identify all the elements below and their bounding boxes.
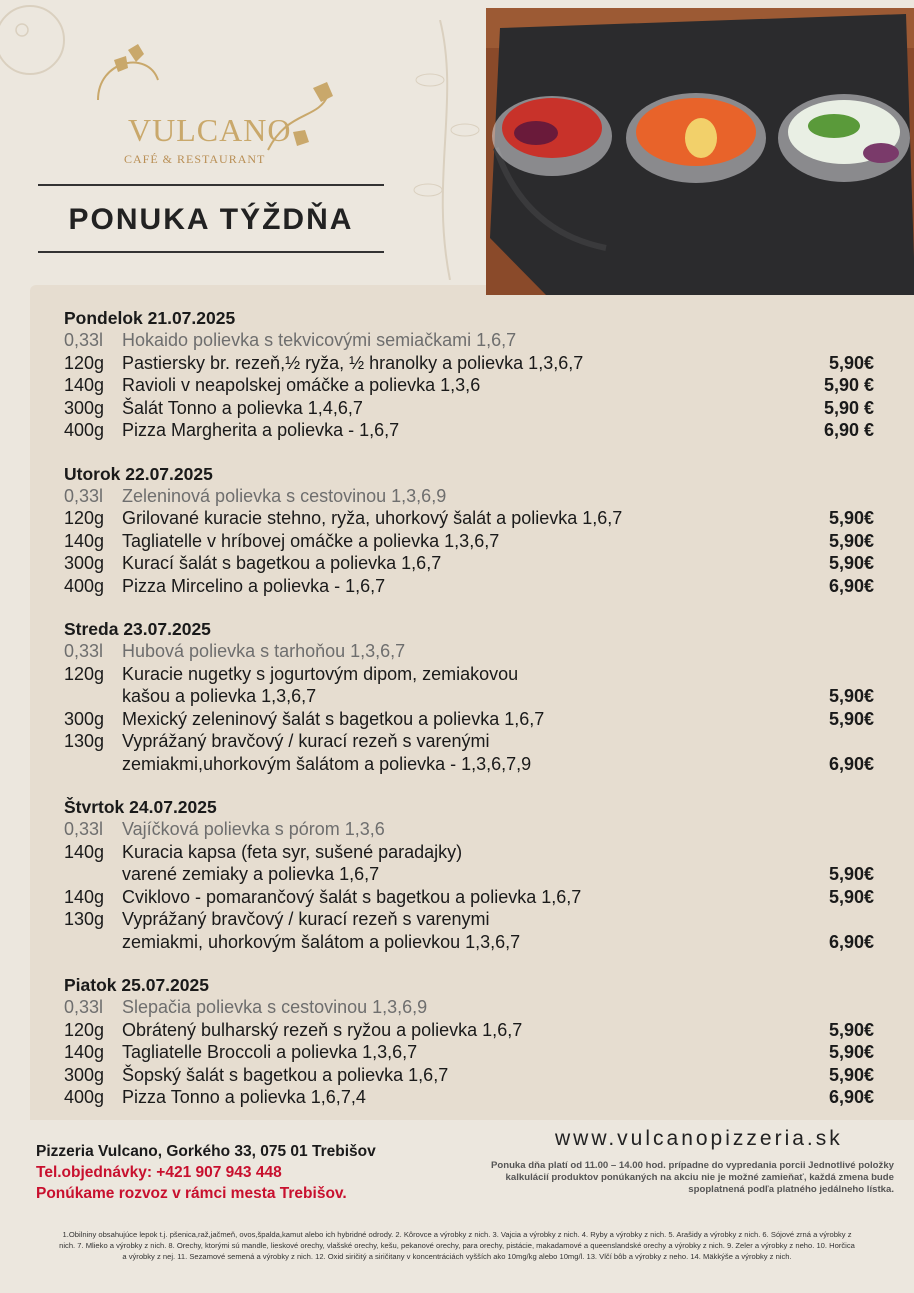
soup-row <box>64 329 874 352</box>
dish-name: zemiakmi, uhorkovým šalátom a polievkou 1,3,6,7 <box>122 931 521 952</box>
dish-price: 5,90€ <box>828 553 874 573</box>
dish-price: 6,90€ <box>828 575 874 596</box>
dish-row <box>64 507 874 530</box>
dish-name: Slepačia polievka s cestovinou 1,3,6,9 <box>122 997 428 1017</box>
dish-price: 5,90€ <box>828 1019 874 1040</box>
dish-weight: 140g <box>64 886 105 907</box>
dish-row <box>64 663 874 686</box>
salad-bowls-photo <box>486 8 914 295</box>
dish-weight: 400g <box>64 420 105 440</box>
dish-price: 6,90€ <box>828 753 874 774</box>
soup-row <box>64 818 874 841</box>
dish-name: Zeleninová polievka s cestovinou 1,3,6,9 <box>122 485 447 506</box>
dish-price: 5,90 € <box>823 375 874 395</box>
dish-price: 5,90€ <box>828 686 874 706</box>
brand-name: VULCANO <box>128 112 292 148</box>
dish-row <box>64 863 874 886</box>
dish-name: Kurací šalát s bagetkou a polievka 1,6,7 <box>122 553 442 573</box>
day-heading: Streda 23.07.2025 <box>64 619 211 639</box>
dish-row <box>64 419 874 442</box>
day-heading: Štvrtok 24.07.2025 <box>64 797 217 817</box>
weekly-menu <box>64 307 874 1130</box>
dish-price: 5,90€ <box>828 708 874 729</box>
day-heading: Piatok 25.07.2025 <box>64 975 209 995</box>
dish-price <box>812 818 874 841</box>
day-section <box>64 618 874 775</box>
dish-row <box>64 908 874 931</box>
brand-subtitle: CAFÉ & RESTAURANT <box>124 152 266 166</box>
dish-weight: 140g <box>64 530 105 551</box>
dish-weight: 300g <box>64 708 105 729</box>
dish-name: kašou a polievka 1,3,6,7 <box>122 686 317 706</box>
phone-orders: Tel.objednávky: +421 907 943 448 <box>36 1164 282 1181</box>
dish-price: 5,90€ <box>828 886 874 907</box>
dish-weight: 0,33l <box>64 641 104 661</box>
tomato-sketch-icon <box>0 0 80 90</box>
dish-row <box>64 1019 874 1042</box>
restaurant-address: Pizzeria Vulcano, Gorkého 33, 075 01 Trebišov <box>36 1143 376 1160</box>
dish-name: Ravioli v neapolskej omáčke a polievka 1,3,6 <box>122 375 481 395</box>
dish-name: Hokaido polievka s tekvicovými semiačkami 1,6,7 <box>122 330 517 350</box>
dish-price: 5,90€ <box>828 530 874 551</box>
dish-name: Kuracia kapsa (feta syr, sušené paradajky) <box>122 841 463 862</box>
delivery-info: Ponúkame rozvoz v rámci mesta Trebišov. <box>36 1185 347 1202</box>
dish-weight: 120g <box>64 663 105 684</box>
dish-name: Vyprážaný bravčový / kurací rezeň s varenými <box>122 731 490 751</box>
dish-row <box>64 886 874 909</box>
dish-name: Obrátený bulharský rezeň s ryžou a polievka 1,6,7 <box>122 1019 523 1040</box>
dish-row <box>64 730 874 753</box>
dish-name: Hubová polievka s tarhoňou 1,3,6,7 <box>122 641 406 661</box>
soup-row <box>64 485 874 508</box>
contact-block <box>36 1141 376 1204</box>
dish-price: 5,90€ <box>828 1064 874 1085</box>
dish-row <box>64 575 874 598</box>
dish-weight: 400g <box>64 575 105 596</box>
dish-weight: 120g <box>64 508 105 528</box>
dish-name: Vajíčková polievka s pórom 1,3,6 <box>122 819 385 839</box>
olive-branch-sketch-icon <box>400 20 490 280</box>
dish-weight: 140g <box>64 1042 105 1062</box>
dish-weight: 300g <box>64 397 105 418</box>
dish-price: 5,90 € <box>823 397 874 418</box>
dish-name: Pizza Mircelino a polievka - 1,6,7 <box>122 575 386 596</box>
dish-price: 5,90€ <box>828 1042 874 1062</box>
dish-row <box>64 753 874 776</box>
dish-weight: 0,33l <box>64 330 104 350</box>
soup-row <box>64 640 874 663</box>
title-rule-bottom <box>38 251 384 253</box>
allergen-list: 1.Obilniny obsahujúce lepok t.j. pšenica,raž,jačmeň, ovos,špalda,kamut alebo ich hybridné odrody. 2. Kôrovce a výrobky z nich. 3. Vajcia a výrobky z nich. 4. Ryby a výrobky z nich. 5. Arašidy a výrobky z nich. 6. Sójové zrná a výrobky z nich. 7. Mlieko a výrobky z nich. 8. Orechy, ktorými sú mandle, lieskové orechy, vlašské orechy, kešu, pekanové orechy, para orechy, pistácie, makadamové a queenslandské orechy a výrobky z nich. 9. Zeler a výrobky z neho. 10. Horčica a výrobky z nej. 11. Sezamové semená a výrobky z nich. 12. Oxid siričitý a siričitany v koncentráciách vyšších ako 10mg/kg alebo 10mg/l. 13. Vlčí bôb a výrobky z neho. 14. Mäkkýše a výrobky z nich. <box>59 1230 855 1261</box>
dish-name: Kuracie nugetky s jogurtovým dipom, zemiakovou <box>122 663 519 684</box>
dish-name: Tagliatelle Broccoli a polievka 1,3,6,7 <box>122 1042 418 1062</box>
dish-price <box>812 730 874 753</box>
dish-price <box>812 485 874 508</box>
day-heading: Pondelok 21.07.2025 <box>64 308 236 328</box>
dish-price: 5,90€ <box>828 864 874 884</box>
dish-price: 6,90€ <box>828 931 874 952</box>
dish-name: Pastiersky br. rezeň,½ ryža, ½ hranolky a polievka 1,3,6,7 <box>122 352 584 373</box>
dish-weight: 130g <box>64 731 105 751</box>
offer-note: Ponuka dňa platí od 11.00 – 14.00 hod. prípadne do vypredania porcii Jednotlivé položky kalkulácií produktov ponúkaných na akciu nie je možné zamieňať, každá zmena bude spoplatnená podľa platného jedálneho lístka. <box>490 1160 894 1195</box>
soup-row <box>64 996 874 1019</box>
dish-weight: 120g <box>64 352 105 373</box>
dish-weight: 130g <box>64 909 105 929</box>
dish-row <box>64 708 874 731</box>
dish-weight: 120g <box>64 1019 105 1040</box>
dish-weight: 140g <box>64 841 105 862</box>
dish-row <box>64 374 874 397</box>
dish-row <box>64 841 874 864</box>
day-section <box>64 796 874 953</box>
dish-price <box>812 996 874 1019</box>
dish-weight: 140g <box>64 375 105 395</box>
dish-name: Vyprážaný bravčový / kurací rezeň s varenymi <box>122 909 490 929</box>
dish-name: Pizza Margherita a polievka - 1,6,7 <box>122 420 400 440</box>
dish-weight: 0,33l <box>64 485 104 506</box>
dish-weight: 400g <box>64 1087 105 1107</box>
dish-name: Cviklovo - pomarančový šalát s bagetkou a polievka 1,6,7 <box>122 886 582 907</box>
dish-weight: 300g <box>64 1064 105 1085</box>
dish-row <box>64 552 874 575</box>
dish-price <box>812 841 874 864</box>
dish-row <box>64 685 874 708</box>
day-section <box>64 307 874 442</box>
dish-row <box>64 1064 874 1087</box>
dish-name: varené zemiaky a polievka 1,6,7 <box>122 864 380 884</box>
dish-name: Šopský šalát s bagetkou a polievka 1,6,7 <box>122 1064 449 1085</box>
dish-row <box>64 1086 874 1109</box>
dish-row <box>64 352 874 375</box>
dish-price <box>812 908 874 931</box>
dish-price <box>812 640 874 663</box>
dish-row <box>64 1041 874 1064</box>
page-title: PONUKA TÝŽDŇA <box>68 203 354 236</box>
dish-name: Pizza Tonno a polievka 1,6,7,4 <box>122 1087 366 1107</box>
dish-weight: 0,33l <box>64 819 104 839</box>
dish-price <box>812 329 874 352</box>
dish-row <box>64 397 874 420</box>
dish-row <box>64 931 874 954</box>
dish-weight: 300g <box>64 553 105 573</box>
dish-price: 6,90 € <box>823 420 874 440</box>
dish-name: Tagliatelle v hríbovej omáčke a polievka 1,3,6,7 <box>122 530 500 551</box>
dish-price: 5,90€ <box>828 508 874 528</box>
dish-price: 6,90€ <box>828 1087 874 1107</box>
dish-name: zemiakmi,uhorkovým šalátom a polievka - 1,3,6,7,9 <box>122 753 532 774</box>
dish-name: Mexický zeleninový šalát s bagetkou a polievka 1,6,7 <box>122 708 545 729</box>
website-link[interactable]: www.vulcanopizzeria.sk <box>555 1127 843 1150</box>
day-section <box>64 974 874 1109</box>
dish-price: 5,90€ <box>828 352 874 373</box>
title-rule-top <box>38 184 384 186</box>
dish-name: Šalát Tonno a polievka 1,4,6,7 <box>122 397 363 418</box>
day-heading: Utorok 22.07.2025 <box>64 463 213 484</box>
dish-row <box>64 530 874 553</box>
dish-name: Grilované kuracie stehno, ryža, uhorkový šalát a polievka 1,6,7 <box>122 508 623 528</box>
dish-price <box>812 663 874 686</box>
day-section <box>64 463 874 598</box>
dish-weight: 0,33l <box>64 997 104 1017</box>
